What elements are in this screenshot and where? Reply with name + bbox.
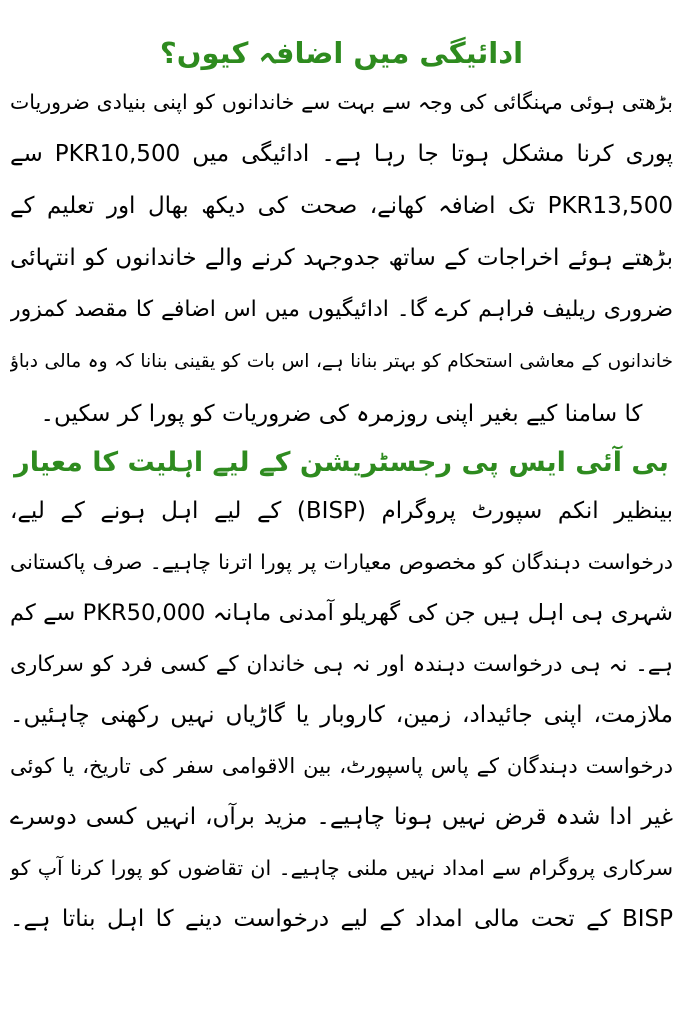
paragraph-line: غیر ادا شدہ قرض نہیں ہونا چاہیے۔ مزید برآں، انہیں کسی دوسرے: [10, 804, 673, 830]
paragraph-line: BISP کے تحت مالی امداد کے لیے درخواست دینے کا اہل بناتا ہے۔: [10, 906, 673, 932]
paragraph-line: سرکاری پروگرام سے امداد نہیں ملنی چاہیے۔ ان تقاضوں کو پورا کرنا آپ کو: [10, 856, 673, 880]
paragraph-line: پوری کرنا مشکل ہوتا جا رہا ہے۔ ادائیگی میں PKR10,500 سے: [10, 141, 673, 167]
paragraph-line: ضروری ریلیف فراہم کرے گا۔ ادائیگیوں میں اس اضافے کا مقصد کمزور: [10, 297, 673, 322]
paragraph-payment-increase: [10, 76, 673, 440]
paragraph-line: بڑھتے ہوئے اخراجات کے ساتھ جدوجہد کرنے والے خاندانوں کو انتہائی: [10, 245, 673, 271]
paragraph-eligibility-criteria: [10, 486, 673, 945]
paragraph-line: شہری ہی اہل ہیں جن کی گھریلو آمدنی ماہانہ PKR50,000 سے کم: [10, 600, 673, 626]
paragraph-line: درخواست دہندگان کو مخصوص معیارات پر پورا اترنا چاہیے۔ صرف پاکستانی: [10, 550, 673, 574]
section-heading-eligibility-criteria: بی آئی ایس پی رجسٹریشن کے لیے اہلیت کا معیار: [14, 447, 669, 478]
paragraph-line: درخواست دہندگان کے پاس پاسپورٹ، بین الاقوامی سفر کی تاریخ، یا کوئی: [10, 754, 673, 778]
paragraph-line: ملازمت، اپنی جائیداد، زمین، کاروبار یا گاڑیاں نہیں رکھنی چاہئیں۔: [10, 702, 673, 728]
section-heading-payment-increase: ادائیگی میں اضافہ کیوں؟: [159, 36, 524, 70]
paragraph-line: بڑھتی ہوئی مہنگائی کی وجہ سے بہت سے خاندانوں کو اپنی بنیادی ضروریات: [10, 90, 673, 114]
paragraph-line: ہے۔ نہ ہی درخواست دہندہ اور نہ ہی خاندان کے کسی فرد کو سرکاری: [10, 652, 673, 677]
paragraph-line: خاندانوں کے معاشی استحکام کو بہتر بنانا ہے، اس بات کو یقینی بنانا کہ وہ مالی دباؤ: [10, 351, 673, 372]
paragraph-line: بینظیر انکم سپورٹ پروگرام (BISP) کے لیے اہل ہونے کے لیے،: [10, 498, 673, 524]
paragraph-line: کا سامنا کیے بغیر اپنی روزمرہ کی ضروریات کو پورا کر سکیں۔: [40, 401, 643, 427]
paragraph-line: PKR13,500 تک اضافہ کھانے، صحت کی دیکھ بھال اور تعلیم کے: [10, 193, 673, 219]
